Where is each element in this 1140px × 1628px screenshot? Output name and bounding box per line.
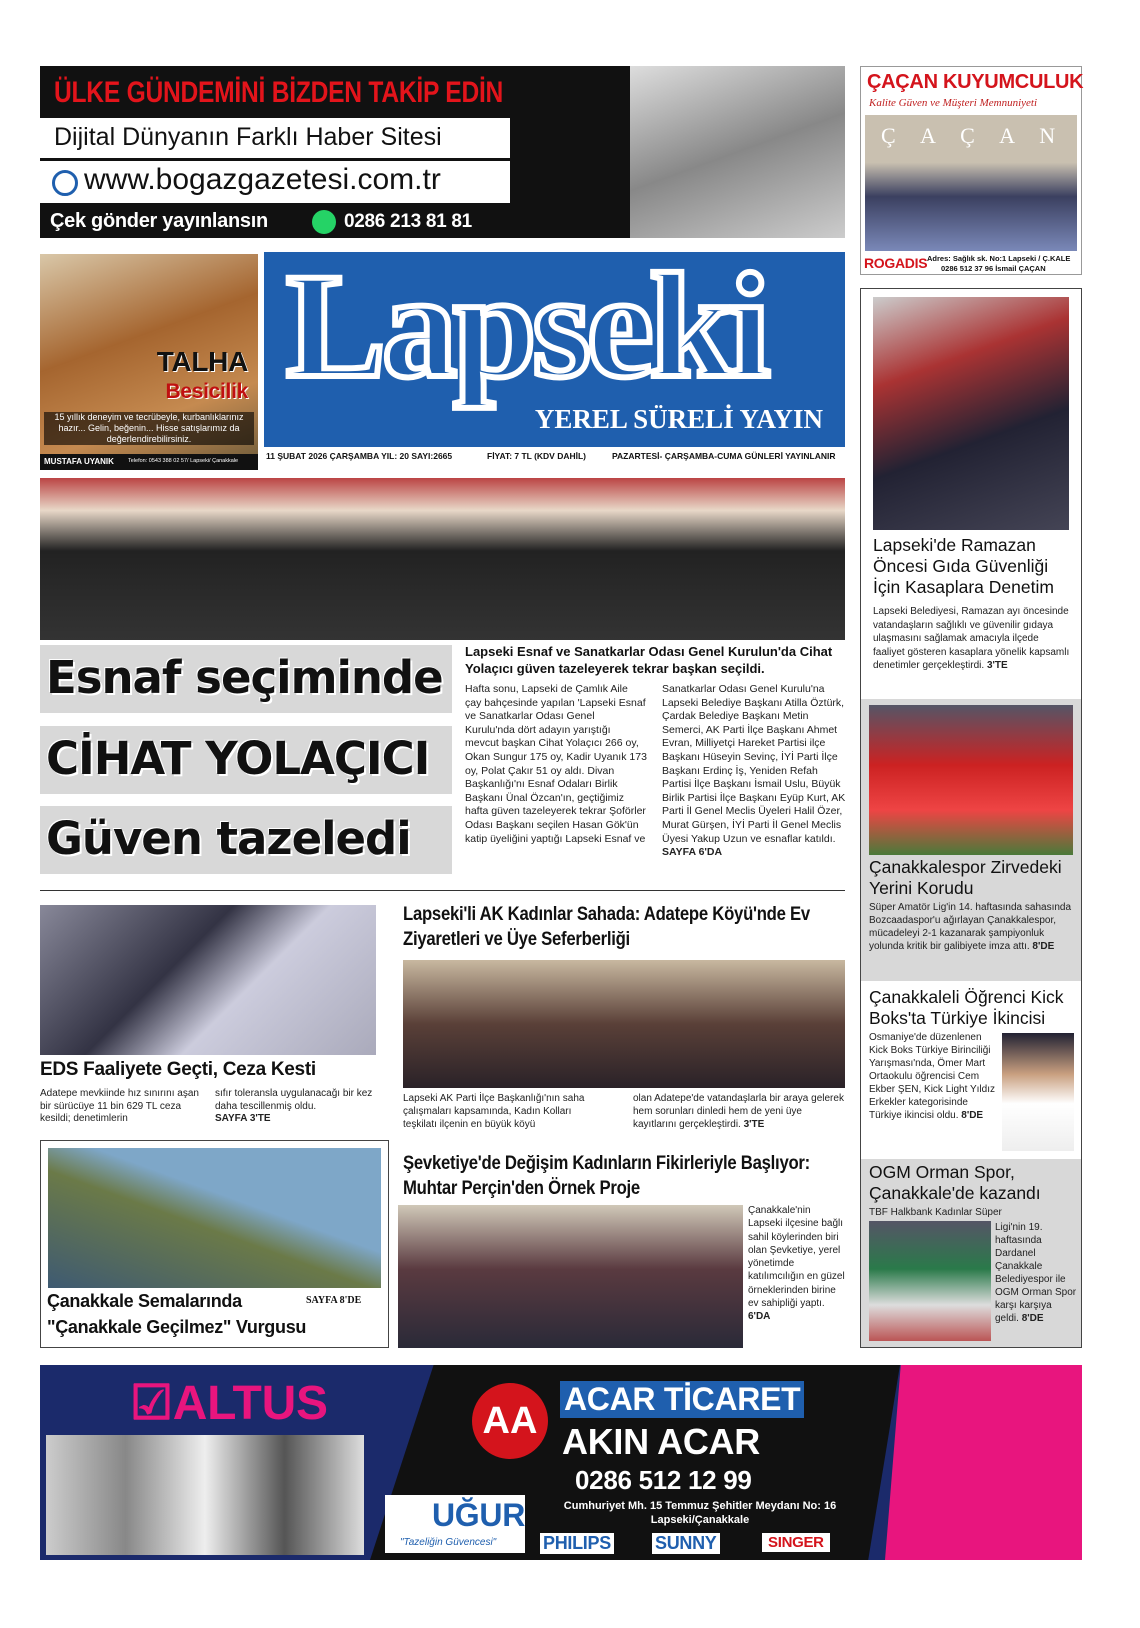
lead-banner-1: Esnaf seçiminde: [40, 645, 452, 713]
canakkale-title-2: "Çanakkale Geçilmez" Vurgusu: [47, 1317, 307, 1337]
football-team-photo: [869, 705, 1073, 855]
sunny-logo: SUNNY: [652, 1533, 720, 1554]
butcher-photo: [873, 297, 1069, 530]
akparti-photo: [403, 960, 845, 1088]
lead-col-2: [662, 683, 847, 860]
jeweler-slogan: Kalite Güven ve Müşteri Memnuniyeti: [869, 97, 1038, 109]
sevketiye-text-body: Çanakkale'nin Lapseki ilçesine bağlı sahil köylerinden biri olan Şevketiye, yerel yönetimde katılımcılığın en güzel örneklerinden birine ev sahipliği yaptı.: [748, 1205, 845, 1310]
ogm-section: [861, 1159, 1081, 1347]
sidebar-2-title[interactable]: Çanakkalespor Zirvedeki Yerini Korudu: [869, 857, 1062, 898]
sidebar-4-text: [995, 1221, 1077, 1325]
top-ad-cta: Çek gönder yayınlansın: [50, 210, 268, 232]
sidebar: [860, 288, 1082, 1348]
cattle-ad-phone: Telefon: 0543 388 02 57/ Lapseki/ Çanakkale: [128, 458, 239, 464]
schedule-info: PAZARTESİ- ÇARŞAMBA-CUMA GÜNLERİ YAYINLANIR: [612, 451, 836, 461]
cattle-ad-name: TALHA: [156, 346, 248, 377]
sevketiye-page-ref: 6'DA: [748, 1311, 771, 1323]
lead-banner-2: CİHAT YOLAÇICI: [40, 726, 452, 794]
sidebar-2-ref: 8'DE: [1032, 941, 1055, 952]
devices-image: [630, 66, 845, 238]
sevketiye-title[interactable]: Şevketiye'de Değişim Kadınların Fikirleriyle Başlıyor: Muhtar Perçin'den Örnek Proje: [403, 1153, 810, 1199]
sidebar-1-title[interactable]: Lapseki'de Ramazan Öncesi Gıda Güvenliği İçin Kasaplara Denetim: [873, 535, 1054, 597]
sevketiye-photo: [398, 1205, 743, 1348]
sports-section: [861, 699, 1081, 981]
philips-logo: PHILIPS: [540, 1533, 614, 1554]
masthead: [264, 252, 845, 447]
eds-col-2-text: sıfır toleransla uygulanacağı bir kez daha tescillenmiş oldu.: [215, 1088, 373, 1112]
sidebar-2-text: [869, 901, 1074, 953]
jeweler-name: ÇAÇAN KUYUMCULUK: [867, 71, 1084, 93]
check-icon: ☑: [130, 1377, 173, 1430]
eds-page-ref: SAYFA 3'TE: [215, 1113, 271, 1124]
sidebar-1-ref: 3'TE: [986, 660, 1008, 671]
canakkale-photo: [48, 1148, 381, 1288]
eds-col-1: Adatepe mevkiinde hız sınırını aşan bir sürücüye 11 bin 629 TL ceza kesildi; denetimlerin: [40, 1088, 199, 1124]
eds-title[interactable]: EDS Faaliyete Geçti, Ceza Kesti: [40, 1059, 316, 1080]
cattle-ad-text: 15 yıllık deneyim ve tecrübeyle, kurbanlıklarınız hazır... Gelin, beğenin... Hisse satışlarımız da değerlendirebilirsiniz.: [44, 412, 254, 445]
appliances-image: [46, 1435, 364, 1555]
jeweler-address: Adres: Sağlık sk. No:1 Lapseki / Ç.KALE: [927, 254, 1071, 263]
price-info: FİYAT: 7 TL (KDV DAHİL): [487, 451, 587, 461]
canakkale-box[interactable]: [40, 1140, 389, 1348]
sidebar-3-text: [869, 1031, 997, 1122]
sevketiye-text: [748, 1204, 846, 1324]
sidebar-3-ref: 8'DE: [961, 1110, 984, 1121]
sidebar-3-title[interactable]: Çanakkaleli Öğrenci Kick Boks'ta Türkiye İkincisi: [869, 987, 1064, 1028]
cattle-ad-sub: Besicilik: [165, 380, 248, 403]
ugur-logo: UĞUR: [432, 1497, 526, 1533]
eds-photo: [40, 905, 376, 1055]
top-ad[interactable]: [40, 66, 845, 238]
top-ad-url[interactable]: www.bogazgazetesi.com.tr: [84, 163, 441, 196]
divider: [40, 890, 845, 891]
akparti-col-1: Lapseki AK Parti İlçe Başkanlığı'nın saha çalışmaları kapsamında, Kadın Kolları teşkilatı ilçenin en büyük köyü: [403, 1093, 585, 1130]
acar-owner: AKIN ACAR: [562, 1421, 760, 1462]
sidebar-4-body: Ligi'nin 19. haftasında Dardanel Çanakkale Belediyespor ile OGM Orman Spor karşı karşıya geldi.: [995, 1222, 1077, 1324]
lead-page-ref: SAYFA 6'DA: [662, 846, 723, 859]
kickbox-student-photo: [1002, 1033, 1074, 1151]
sidebar-2-body: Süper Amatör Lig'in 14. haftasında sahasında Bozcaadaspor'u ağırlayan Çanakkalespor, mücadeleyi 2-1 kazanarak şampiyonluk yolunda kritik bir galibiyete imza attı.: [869, 902, 1072, 952]
lead-photo: [40, 478, 845, 640]
sidebar-4-lead: TBF Halkbank Kadınlar Süper: [869, 1207, 1002, 1218]
top-ad-subtitle: Dijital Dünyanın Farklı Haber Sitesi: [54, 123, 442, 151]
canakkale-title-1: Çanakkale Semalarında: [47, 1291, 242, 1311]
singer-logo: SINGER: [762, 1533, 830, 1552]
masthead-subtitle: YEREL SÜRELİ YAYIN: [534, 404, 823, 434]
basketball-photo: [869, 1221, 991, 1341]
cattle-ad-owner: MUSTAFA UYANIK: [44, 457, 114, 466]
bottom-ad[interactable]: [40, 1365, 1082, 1560]
jeweler-contact: 0286 512 37 96 İsmail ÇAÇAN: [941, 264, 1046, 273]
rogadis-logo: ROGADIS: [864, 255, 928, 271]
akparti-title[interactable]: Lapseki'li AK Kadınlar Sahada: Adatepe Köyü'nde Ev Ziyaretleri ve Üye Seferberliği: [403, 904, 810, 950]
lead-col-1: Hafta sonu, Lapseki de Çamlık Aile çay bahçesinde yapılan 'Lapseki Esnaf ve Sanatkarlar Odası Genel Kurulu'nda dört adayın yarıştığı mevcut başkan Cihat Yolaçıcı 266 oy, Okan Sungur 175 oy, Kadir Uyanık 173 oy, Polat Çakır 51 oy aldı. Divan Başkanlığı'nı Esnaf Odaları Birlik Başkanı Ünal Özcan'ın, geçtiğimiz hafta güven tazeleyerek tekrar Şoförler Odası Başkanı seçilen Hasan Gök'ün katip üyeliğini yaptığı Lapseki Esnaf ve: [465, 683, 647, 845]
eds-col-2: [215, 1088, 380, 1126]
sidebar-1-text: [873, 605, 1073, 673]
issue-info: 11 ŞUBAT 2026 ÇARŞAMBA YIL: 20 SAYI:2665: [266, 451, 453, 461]
jeweler-ad[interactable]: [860, 66, 1082, 275]
acar-address: Cumhuriyet Mh. 15 Temmuz Şehitler Meydanı No: 16 Lapseki/Çanakkale: [563, 1500, 837, 1526]
akparti-page-ref: 3'TE: [743, 1119, 765, 1130]
canakkale-page-ref: SAYFA 8'DE: [306, 1295, 362, 1306]
lead-headline[interactable]: Lapseki Esnaf ve Sanatkarlar Odası Genel Kurulun'da Cihat Yolaçıcı güven tazeleyerek tekrar başkan seçildi.: [465, 644, 833, 676]
altus-text: ALTUS: [172, 1377, 328, 1430]
acar-brand: ACAR TİCARET: [560, 1381, 804, 1418]
masthead-title: Lapseki: [286, 252, 767, 409]
akparti-col-2: [633, 1092, 848, 1131]
sidebar-1-body: Lapseki Belediyesi, Ramazan ayı öncesinde vatandaşların sağlıklı ve güvenilir gıdaya ulaşmasını sağlamak amacıyla ilçede faaliyet gösteren kasaplara yönelik kapsamlı denetimler gerçekleştirdi.: [873, 606, 1070, 671]
sidebar-3-body: Osmaniye'de düzenlenen Kick Boks Türkiye Birinciliği Yarışması'nda, Ömer Mart Ortaokulu öğrencisi Cem Ekber ŞEN, Kick Light Yıldız Erkekler kategorisinde Türkiye ikincisi oldu.: [869, 1032, 995, 1121]
sidebar-4-title[interactable]: OGM Orman Spor, Çanakkale'de kazandı: [869, 1162, 1041, 1203]
lead-banner-3: Güven tazeledi: [40, 806, 452, 874]
globe-icon: [52, 170, 78, 196]
top-ad-headline: ÜLKE GÜNDEMİNİ BİZDEN TAKİP EDİN: [54, 76, 504, 109]
whatsapp-icon: [312, 210, 336, 234]
ugur-slogan: "Tazeliğin Güvencesi": [400, 1537, 497, 1548]
cattle-ad[interactable]: [40, 254, 258, 470]
lead-col-2-text: Sanatkarlar Odası Genel Kurulu'na Lapseki Belediye Başkanı Atilla Öztürk, Çardak Belediye Başkanı Metin Semerci, AK Parti İlçe Başkanı Ahmet Evran, Milliyetçi Hareket Partisi ilçe Başkanı Hüseyin Sevinç, İYİ Parti İlçe Başkanı Erdinç İş, Yeniden Refah Partisi İlçe Başkanı İsmail Uslu, Büyük Birlik Partisi İlçe Başkanı Eyüp Kurt, AK Parti İl Genel Meclis Üyeleri Halil Özer, Murat Gürşen, İYİ Parti İl Genel Meclis Üyesi Yakup Uzun ve esnaflar katıldı.: [662, 683, 846, 845]
altus-logo: [130, 1375, 328, 1431]
acar-logo: AA: [472, 1383, 548, 1459]
akparti-col-2-text: olan Adatepe'de vatandaşlarla bir araya gelerek hem sorunları dinledi hem de yeni üye kayıtlarını gerçekleştirdi.: [633, 1093, 844, 1130]
acar-phone: 0286 512 12 99: [575, 1465, 752, 1495]
top-ad-phone: 0286 213 81 81: [344, 211, 472, 232]
sidebar-4-ref: 8'DE: [1021, 1313, 1044, 1324]
small-appliances-image: [885, 1365, 1082, 1560]
store-sign: Ç A Ç A N: [881, 123, 1066, 148]
